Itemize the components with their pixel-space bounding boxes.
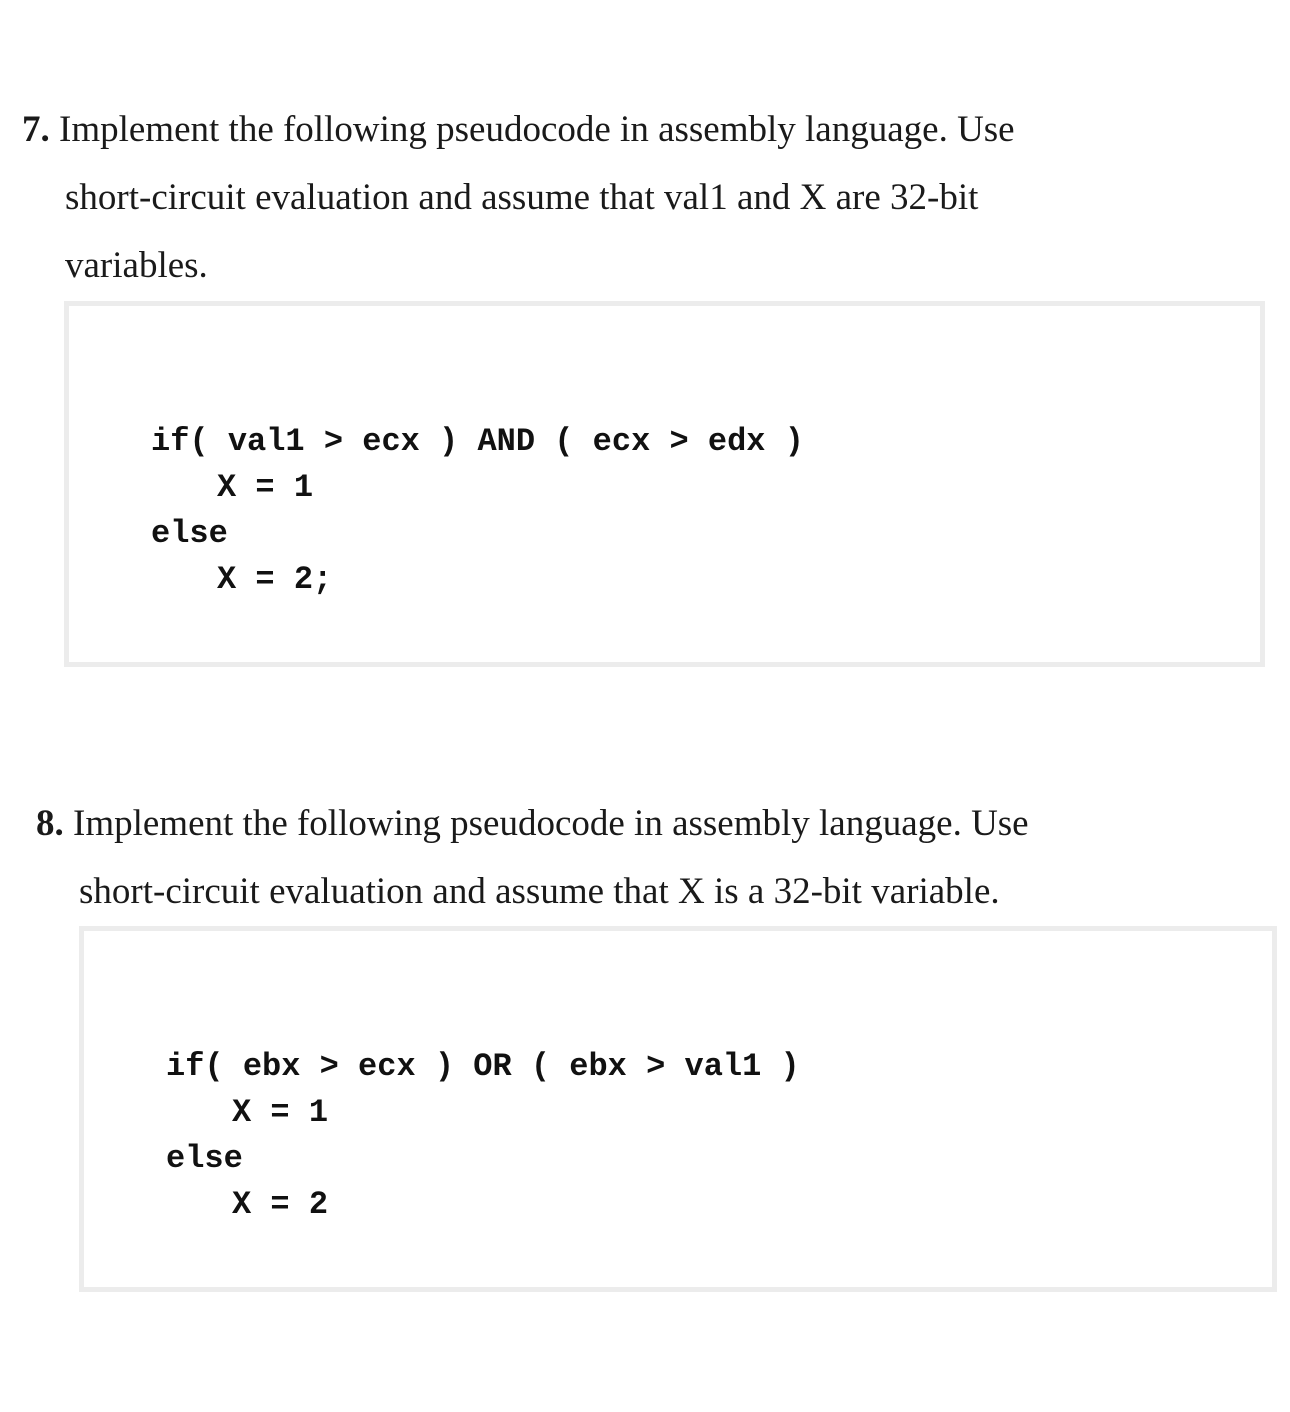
- code-line-else: else: [151, 515, 228, 552]
- question-8-line-1: [36, 790, 1256, 858]
- question-8-text-1: Implement the following pseudocode in assembly language. Use: [73, 803, 1029, 844]
- question-8-number: 8.: [36, 803, 64, 844]
- question-7: [22, 96, 1242, 300]
- question-7-text-2: short-circuit evaluation and assume that val1 and X are 32-bit: [65, 177, 979, 218]
- code-line-else: else: [166, 1140, 243, 1177]
- question-7-text-3: variables.: [65, 245, 208, 286]
- question-7-line-1: [22, 96, 1242, 164]
- question-7-code-box: [64, 301, 1265, 667]
- question-8-text-2: short-circuit evaluation and assume that X is a 32-bit variable.: [79, 871, 1000, 912]
- question-8: [36, 790, 1256, 926]
- code-line-if: if( val1 > ecx ) AND ( ecx > edx ): [151, 423, 804, 460]
- question-7-text-1: Implement the following pseudocode in assembly language. Use: [59, 109, 1015, 150]
- question-8-code-box: [79, 926, 1277, 1292]
- code-line-if: if( ebx > ecx ) OR ( ebx > val1 ): [166, 1048, 800, 1085]
- code-line-else-body: X = 2: [232, 1186, 329, 1223]
- code-line-else-body: X = 2;: [217, 561, 333, 598]
- question-7-number: 7.: [22, 109, 50, 150]
- code-line-then: X = 1: [232, 1094, 329, 1131]
- code-line-then: X = 1: [217, 469, 314, 506]
